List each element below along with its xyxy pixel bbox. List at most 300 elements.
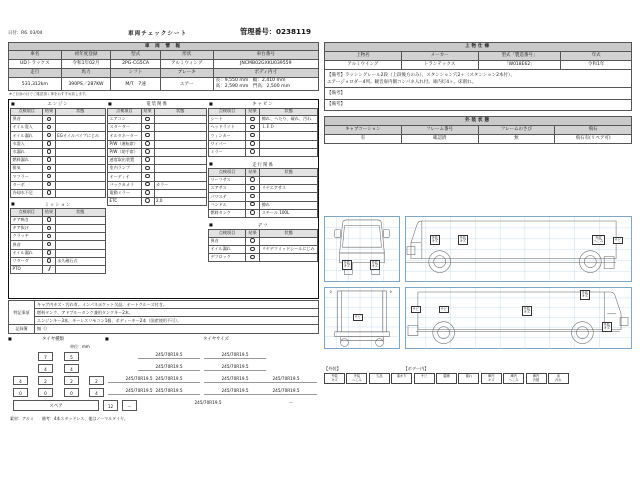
top-bar <box>8 28 632 42</box>
check-row <box>108 197 207 205</box>
tire-depth: 2 <box>38 376 53 385</box>
notes-block <box>8 300 319 334</box>
result-ok-icon <box>250 177 254 181</box>
cargo-spec-title: 上物仕様 <box>325 43 632 52</box>
legend-item: 外装 キズ <box>324 373 345 384</box>
section-cabin-title: キャビン <box>252 102 274 107</box>
check-state: カラー <box>154 181 206 189</box>
val-power: 390PS／287KW <box>61 78 111 91</box>
body-width: 幅：2,410 <box>252 78 276 83</box>
col-check-item: 点検項目 <box>11 108 43 116</box>
check-result <box>43 216 55 224</box>
col-check-result: 結果 <box>246 169 260 177</box>
bullet-icon: ■ <box>11 200 15 206</box>
check-item-label: ウィンカー <box>209 132 246 140</box>
check-item-label: オイル漏れ <box>11 132 43 140</box>
check-row <box>108 124 207 132</box>
tag-exterior-scratch: 外装 キズ <box>459 235 466 243</box>
tire-size: 245/70R19.5 <box>204 374 266 383</box>
bullet-icon: ■ <box>11 101 15 106</box>
check-row <box>209 246 318 254</box>
legend-item: 庫内 キズ <box>481 373 502 384</box>
col-check-item: 点検項目 <box>209 108 246 116</box>
cargo-remark <box>325 70 632 88</box>
col-cargo-maker: メーカー <box>401 52 478 61</box>
check-row <box>11 189 106 197</box>
check-state <box>55 181 105 189</box>
check-row <box>11 249 106 257</box>
check-item-label: 異音 <box>11 241 43 249</box>
check-row <box>108 148 207 156</box>
check-state <box>55 216 105 224</box>
col-check-state: 状態 <box>260 230 318 238</box>
check-result <box>43 181 55 189</box>
check-item-label: パワステ <box>209 193 246 201</box>
check-row <box>11 148 106 156</box>
body-height: 高：2,590 <box>215 84 238 90</box>
legend-item: 庫内 へこみ <box>503 373 524 384</box>
tag-exterior-scratch: 外装 キズ <box>581 290 588 298</box>
val-brake: エアー <box>160 78 213 91</box>
check-state: リヤデフミッドシールにじみ <box>260 246 318 254</box>
col-stone-chip: 飛石 <box>555 125 632 134</box>
check-result <box>43 266 55 274</box>
check-item-label: ETC <box>108 197 142 205</box>
record-book-label: 記録簿 <box>9 325 35 333</box>
val-name: UDトラックス <box>9 60 62 69</box>
check-state <box>55 266 105 274</box>
check-result <box>141 165 154 173</box>
body-door-unit: mm <box>281 84 291 90</box>
tag-exterior-scratch: 外装 キズ <box>523 306 530 314</box>
legend-item: 曲がり <box>391 373 412 384</box>
col-check-item: 点検項目 <box>11 209 43 217</box>
check-result <box>43 124 55 132</box>
check-row <box>11 241 106 249</box>
tire-size: 245/70R19.5 <box>204 386 266 395</box>
check-result <box>246 246 260 254</box>
section-electrical <box>107 100 207 206</box>
tire-depth: 4 <box>64 364 79 373</box>
check-row <box>11 181 106 189</box>
result-ok-icon <box>47 258 51 262</box>
check-item-label: 水漏れ <box>11 148 43 156</box>
tire-size: 245/70R19.5 <box>255 374 317 383</box>
check-result <box>141 124 154 132</box>
check-row <box>209 254 318 262</box>
tire-depth: 0 <box>64 388 79 397</box>
tire-size: 245/70R19.5 <box>138 362 200 371</box>
check-state <box>260 254 318 262</box>
result-ok-icon <box>145 174 149 178</box>
result-ok-icon <box>145 141 149 145</box>
result-ok-icon <box>47 217 51 221</box>
col-frame-rust: フレームのさび <box>478 125 555 134</box>
check-result <box>141 148 154 156</box>
val-cargo-name: アルミウイング <box>325 61 402 70</box>
col-cab-caution: キャブコーション <box>325 125 402 134</box>
check-state <box>55 165 105 173</box>
check-result <box>141 156 154 164</box>
check-result <box>141 181 154 189</box>
tag-exterior-scratch: 外装 キズ <box>343 260 350 268</box>
section-electrical-title: 電装関係 <box>146 102 168 107</box>
result-ok-icon <box>250 133 254 137</box>
check-row <box>11 216 106 224</box>
check-item-label: 水混入 <box>11 140 43 148</box>
check-row <box>11 116 106 124</box>
legend-item: 欠品 <box>369 373 390 384</box>
check-item-label: 燃料タンク <box>209 209 246 217</box>
vehicle-info-table <box>8 42 319 91</box>
legend-item: 床 汚れ <box>548 373 569 384</box>
check-item-label: シート <box>209 116 246 124</box>
col-shift: シフト <box>111 69 161 78</box>
legend-group2-title: 【ボデー内】 <box>403 366 429 371</box>
check-state: ＬＥＤ <box>260 124 318 132</box>
check-state <box>154 165 206 173</box>
tire-zone <box>8 336 319 428</box>
check-row <box>11 266 106 274</box>
check-result <box>43 140 55 148</box>
result-ok-icon <box>47 234 51 238</box>
vehicle-info-block <box>8 42 319 98</box>
check-item-label: ハンドル <box>209 201 246 209</box>
check-item-label: クラッチ <box>11 233 43 241</box>
check-row <box>108 189 207 197</box>
check-row <box>108 173 207 181</box>
legend-item: 庫内 汚損 <box>526 373 547 384</box>
result-ok-icon <box>47 242 51 246</box>
col-check-item: 点検項目 <box>108 108 142 116</box>
val-frame-number: 確認済 <box>401 134 478 143</box>
result-ok-icon <box>250 202 254 206</box>
check-state: 2.0 <box>154 197 206 205</box>
vehicle-info-footnote: ※ご自身の目でご確認頂く事をおすすめ致します。 <box>9 92 89 97</box>
check-row <box>209 209 318 217</box>
col-shape: 形状 <box>160 51 213 60</box>
tire-size: 245/70R19.5 <box>138 350 200 359</box>
section-engine <box>10 100 106 198</box>
check-result <box>43 165 55 173</box>
val-cargo-maker: トランテックス <box>401 61 478 70</box>
result-ok-icon <box>145 125 149 129</box>
tire-depth: 2 <box>64 376 79 385</box>
val-shift: M/T 7速 <box>111 78 161 91</box>
bullet-icon: ■ <box>108 101 112 106</box>
result-ok-icon <box>47 141 51 145</box>
tire-size: 245/70R19.5 <box>255 386 317 395</box>
check-item-label: 異音 <box>209 237 246 245</box>
check-result <box>246 132 260 140</box>
note-line-2: 燃料タンク、アドブルータンク兼用タンクキー2本。 <box>35 309 319 317</box>
check-row <box>11 173 106 181</box>
section-running <box>208 161 318 218</box>
check-state <box>154 140 206 148</box>
check-item-label: ミラー <box>209 148 246 156</box>
tag-mark-left: 0 <box>329 289 332 294</box>
tire-depth: 5 <box>64 352 79 361</box>
check-state <box>55 241 105 249</box>
col-check-state: 状態 <box>260 108 318 116</box>
check-row <box>108 132 207 140</box>
section-diff <box>208 222 318 263</box>
check-state <box>260 140 318 148</box>
check-item-label: オーディオ <box>108 173 142 181</box>
result-ok-icon <box>47 182 51 186</box>
grid-lines <box>325 217 399 281</box>
grid-lines <box>406 217 631 282</box>
tire-depth: 4 <box>89 388 104 397</box>
col-brake: ブレーキ <box>160 69 213 78</box>
check-row <box>209 132 318 140</box>
col-check-state: 状態 <box>55 209 105 217</box>
legend-item: 外装 へこみ <box>346 373 367 384</box>
check-item-label: 燃料漏れ <box>11 156 43 164</box>
bullet-icon: ■ <box>8 336 12 341</box>
check-state <box>154 124 206 132</box>
check-state: 擦れ <box>260 201 318 209</box>
col-check-item: 点検項目 <box>209 230 246 238</box>
col-chassis: 車台番号 <box>213 51 318 60</box>
col-check-result: 結果 <box>43 108 55 116</box>
check-result <box>43 156 55 164</box>
result-ok-icon <box>47 190 51 194</box>
check-item-label: オルタネーター <box>108 132 142 140</box>
management-number: 管理番号：0238119 <box>240 27 311 36</box>
tire-size: 245/70R19.5 <box>138 374 200 383</box>
check-result <box>246 254 260 262</box>
cargo-remark-2: 【備考】 <box>325 88 632 99</box>
damage-diagram-zone <box>324 216 632 364</box>
check-item-label: 速度取出装置 <box>108 156 142 164</box>
check-item-label: リターダ <box>11 257 43 265</box>
tag-rust: サビ <box>614 237 621 242</box>
cargo-remark-3: 【備考】 <box>325 99 632 110</box>
check-row <box>11 124 106 132</box>
check-item-label: ターボ <box>11 181 43 189</box>
col-body-size: ボディ内寸 <box>213 69 318 78</box>
check-state <box>55 156 105 164</box>
tire-size: 245/70R19.5 <box>108 374 170 383</box>
check-result <box>246 116 260 124</box>
bullet-icon: ■ <box>209 221 213 227</box>
result-ok-icon <box>250 125 254 129</box>
tag-exterior-scratch: 外装 キズ <box>431 235 438 243</box>
col-cargo-year: 年式 <box>561 52 632 61</box>
check-state <box>260 148 318 156</box>
check-result <box>246 124 260 132</box>
section-diff-title: デフ <box>257 223 269 229</box>
check-item-label: エアコン <box>108 116 142 124</box>
check-state <box>154 189 206 197</box>
note-line-1: キャブ内キズ・汚れ有。インパネポケット欠品。オートクルーズ付き。 <box>35 301 319 309</box>
legend-item: 割れ <box>458 373 479 384</box>
check-column-3 <box>208 100 318 262</box>
check-state <box>260 237 318 245</box>
bullet-icon: ■ <box>105 336 109 341</box>
sheet-date: 日付：R6. 03/04 <box>8 31 43 36</box>
val-model: 2PG-CG5CA <box>111 60 161 69</box>
engine-check-table <box>10 108 106 198</box>
spare-label: スペア <box>13 400 99 411</box>
check-column-1 <box>10 100 106 274</box>
check-state: 擦れ、へたり、破れ、汚れ <box>260 116 318 124</box>
check-state <box>154 132 206 140</box>
section-engine-title: エンジン <box>47 102 69 107</box>
result-ok-icon <box>250 238 254 242</box>
check-row <box>11 132 106 140</box>
bullet-icon: ■ <box>209 160 213 166</box>
result-ok-icon <box>250 149 254 153</box>
check-state <box>154 173 206 181</box>
tag-mark-right: 0 <box>389 289 392 294</box>
body-length: 長：9,550 <box>215 78 238 83</box>
result-ok-icon <box>250 255 254 259</box>
diff-check-table <box>208 229 318 262</box>
mission-check-table <box>10 208 106 274</box>
check-state <box>260 176 318 184</box>
col-check-state: 状態 <box>260 169 318 177</box>
cargo-remark-line2: エアージョロダー4列。観音扉内側コンパネ入れ付。庫内灯4ヶ。床削れ。 <box>327 79 477 85</box>
check-state <box>154 116 206 124</box>
legend-group1-title: 【外装】 <box>324 366 341 371</box>
check-item-label: 電動ミラー <box>108 189 142 197</box>
check-column-2 <box>107 100 207 206</box>
bullet-icon: ■ <box>209 101 213 106</box>
col-first-reg: 初年度登録 <box>61 51 111 60</box>
section-cabin <box>208 100 318 157</box>
check-row <box>209 201 318 209</box>
tag-exterior-scratch: 外装 キズ <box>603 322 610 330</box>
check-item-label: オイル混入 <box>11 124 43 132</box>
tire-type-title: タイヤ種類 <box>42 337 64 342</box>
check-row <box>209 124 318 132</box>
check-item-label: 異音 <box>11 116 43 124</box>
result-ok-icon <box>47 157 51 161</box>
check-row <box>209 176 318 184</box>
check-item-label: ギア抜け <box>11 225 43 233</box>
check-result <box>141 116 154 124</box>
result-ok-icon <box>250 117 254 121</box>
body-height-unit: mm <box>239 84 249 90</box>
body-door-height: 門高：2,500 <box>252 84 280 90</box>
result-ok-icon <box>145 190 149 194</box>
result-ok-icon <box>250 141 254 145</box>
check-row <box>11 140 106 148</box>
check-result <box>43 148 55 156</box>
cargo-spec-block <box>324 42 632 144</box>
check-row <box>11 165 106 173</box>
electrical-check-table <box>107 108 207 207</box>
result-ok-icon <box>145 198 149 202</box>
tire-size: 245/70R19.5 <box>138 386 200 395</box>
section-mission <box>10 201 106 274</box>
check-state <box>154 156 206 164</box>
check-item-label: 排気 <box>11 165 43 173</box>
val-first-reg: 令和1年02月 <box>61 60 111 69</box>
body-width-unit: mm <box>276 78 286 83</box>
check-result <box>246 176 260 184</box>
tag-exterior-scratch: 外装 キズ <box>371 260 378 268</box>
tire-depth: 4 <box>38 364 53 373</box>
check-row <box>209 193 318 201</box>
check-state <box>55 189 105 197</box>
section-mission-title: ミッション <box>44 202 72 208</box>
check-result <box>141 189 154 197</box>
col-frame-number: フレーム番号 <box>401 125 478 134</box>
inspection-checks-zone <box>8 99 319 299</box>
diagram-front-view <box>324 216 400 282</box>
check-item-label: バックカメラ <box>108 181 142 189</box>
running-check-table <box>208 168 318 217</box>
check-row <box>108 156 207 164</box>
notes-label: 特記事項 <box>9 301 35 325</box>
spare-tire-size: 245/70R19.5 <box>194 400 222 405</box>
legend-item: サビ <box>414 373 435 384</box>
check-result <box>43 189 55 197</box>
check-item-label: 冷却水不足 <box>11 189 43 197</box>
check-row <box>11 233 106 241</box>
cabin-check-table <box>208 108 318 157</box>
check-item-label: オイル漏れ <box>11 249 43 257</box>
diagram-right-side-view <box>405 216 632 282</box>
legend-block <box>324 366 632 384</box>
grid-lines <box>406 288 631 349</box>
result-ok-icon <box>145 182 149 186</box>
check-row <box>11 225 106 233</box>
cargo-spec-table <box>324 42 632 111</box>
col-check-item: 点検項目 <box>209 169 246 177</box>
col-check-state: 状態 <box>154 108 206 116</box>
check-row <box>108 181 207 189</box>
tire-size-title: タイヤサイズ <box>203 337 229 342</box>
result-na-icon <box>46 266 51 271</box>
col-check-result: 結果 <box>246 108 260 116</box>
check-item-label: スターター <box>108 124 142 132</box>
spare-depth-dash: ー <box>122 400 137 411</box>
check-row <box>209 116 318 124</box>
check-result <box>246 193 260 201</box>
result-ok-icon <box>47 133 51 137</box>
check-result <box>43 233 55 241</box>
val-cargo-model: 「W018E62」 <box>478 61 561 70</box>
check-result <box>43 241 55 249</box>
check-state: スチール 100L <box>260 209 318 217</box>
check-result <box>43 225 55 233</box>
check-state <box>55 148 105 156</box>
check-state <box>55 116 105 124</box>
result-ok-icon <box>250 210 254 214</box>
check-state <box>55 225 105 233</box>
vehicle-info-title: 車 両 情 報 <box>9 43 319 51</box>
check-item-label: ヘッドライト <box>209 124 246 132</box>
val-cargo-year: 令和1年 <box>561 61 632 70</box>
tag-rust: サビ <box>354 314 361 319</box>
spare-tire-size-dash: ー <box>288 400 294 405</box>
tag-rust: サビ <box>412 306 419 311</box>
check-state <box>154 148 206 156</box>
check-result <box>141 197 154 205</box>
check-result <box>246 185 260 193</box>
tire-depth: 0 <box>13 388 28 397</box>
exterior-state-title: 外装状態 <box>325 116 632 125</box>
result-ok-icon <box>145 166 149 170</box>
val-frame-rust: 無 <box>478 134 555 143</box>
check-state <box>55 249 105 257</box>
section-running-title: 走行関係 <box>252 162 274 168</box>
check-state <box>260 132 318 140</box>
